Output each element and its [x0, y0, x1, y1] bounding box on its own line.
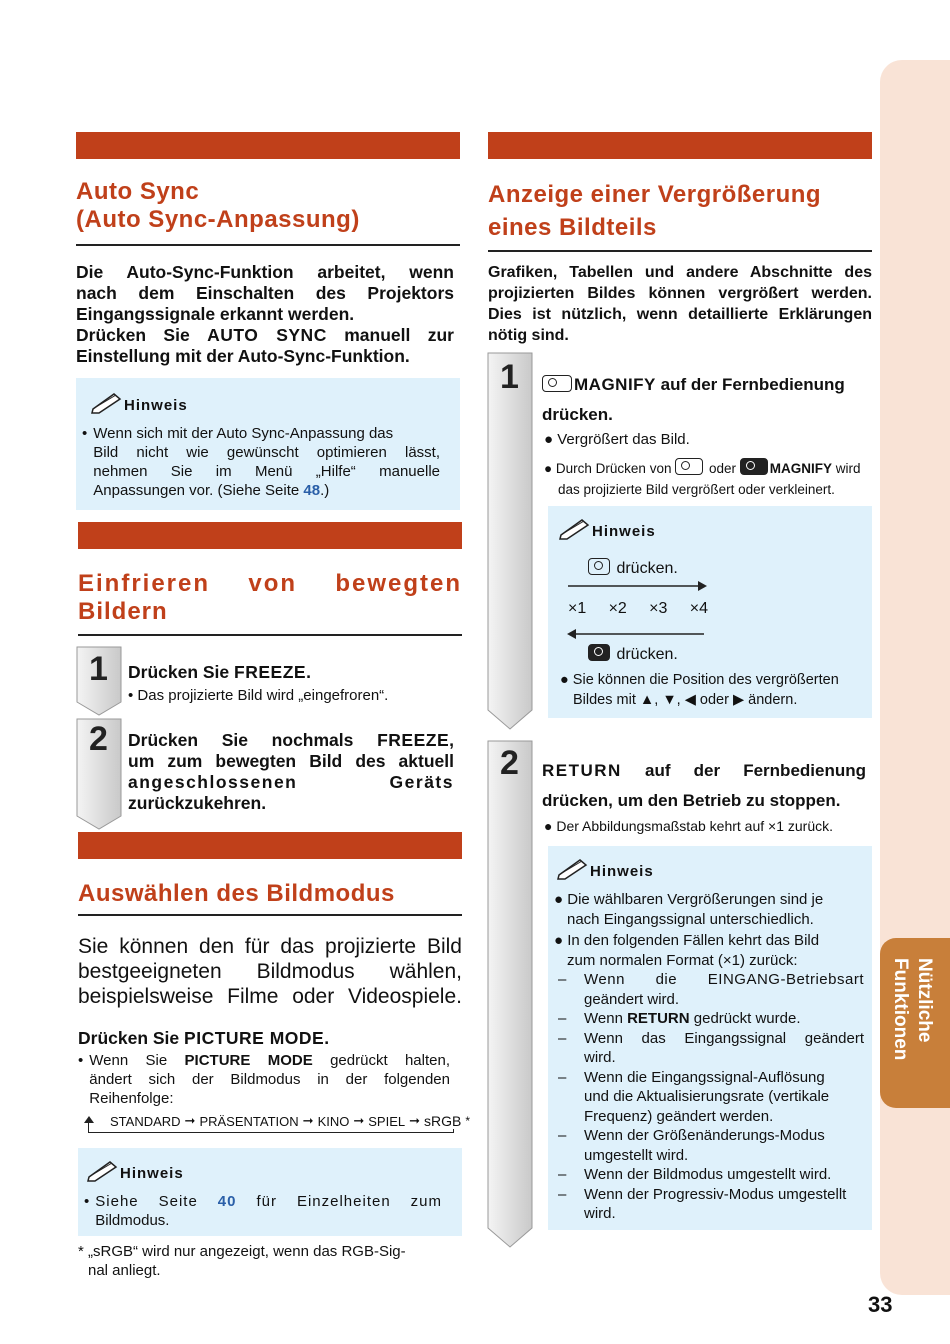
arrow-left-line [566, 628, 706, 640]
mode-praesentation: PRÄSENTATION [199, 1113, 299, 1129]
magnify-note-1: Hinweis drücken. ×1 ×2 ×3 ×4 drücken. ● Sie können die Position des vergrößerten Bildes mit ▲, ▼, ◀ oder ▶ ändern. [548, 506, 872, 718]
picture-mode-bullet: • Wenn Sie PICTURE MODE gedrückt halten, ändert sich der Bildmodus in der folgenden Reihenfolge: [78, 1052, 450, 1107]
mode-asterisk: * [465, 1114, 471, 1128]
freeze-step-1-bullet: • Das projizierte Bild wird „eingefroren“. [128, 687, 389, 704]
arrow-down-icon: ▼ [662, 692, 677, 708]
section-bar-picture-mode [78, 832, 462, 859]
arrow-right-icon: ▶ [732, 692, 745, 708]
divider [78, 634, 462, 636]
magnify-icon [675, 458, 703, 475]
page-number: 33 [868, 1292, 893, 1317]
pencil-icon [90, 390, 124, 414]
note-title: Hinweis [124, 397, 188, 414]
picture-mode-note: Hinweis • Siehe Seite 40 für Einzelheiten zum Bildmodus. [78, 1148, 462, 1236]
step-1-number: 1 [89, 650, 108, 688]
note-title: Hinweis [590, 863, 654, 880]
magnify-step-1-bullet-2: ● Durch Drücken von oder MAGNIFY wird das projizierte Bild vergrößert oder verkleinert. [544, 458, 861, 500]
step-1-marker [487, 352, 533, 730]
arrow-left-icon: ◀ [684, 692, 696, 708]
mode-spiel: SPIEL [368, 1113, 406, 1129]
step-1-number: 1 [500, 358, 519, 396]
section-bar-magnify [488, 132, 872, 159]
footnote: * „sRGB“ wird nur angezeigt, wenn das RGB-Sig- nal anliegt. [78, 1243, 406, 1279]
arrow-right-line [568, 580, 708, 592]
mode-sequence: STANDARD ➞ PRÄSENTATION ➞ KINO ➞ SPIEL ➞ sRGB * [88, 1110, 454, 1134]
picture-mode-instruction: Drücken Sie PICTURE MODE. [78, 1028, 330, 1048]
page-link-40[interactable]: 40 [217, 1193, 237, 1210]
auto-sync-key: AUTO SYNC [207, 325, 327, 345]
magnify-icon [588, 558, 610, 575]
section-bar-auto-sync [76, 132, 460, 159]
side-tab-line1: Nützliche [914, 958, 935, 1043]
picture-mode-key: PICTURE MODE [184, 1028, 325, 1048]
magnify-step-1: MAGNIFY auf der Fernbedienung drücken. [542, 375, 845, 424]
section-bar-freeze [78, 522, 462, 549]
mode-standard: STANDARD [110, 1113, 181, 1129]
pencil-icon [556, 856, 590, 880]
magnify-step-2-bullet: ● Der Abbildungsmaßstab kehrt auf ×1 zurück. [544, 818, 834, 834]
section-tab-nuetzliche-funktionen[interactable] [880, 938, 950, 1108]
mode-srgb: sRGB [424, 1113, 462, 1129]
auto-sync-body: Die Auto-Sync-Funktion arbeitet, wenn nach dem Einschalten des Projektors Eingangssignale erkannt werden. Drücken Sie AUTO SYNC manuell zur Einstellung mit der Auto-Sync-Funktion. [76, 262, 454, 366]
page-link-48[interactable]: 48 [303, 482, 321, 499]
magnify-icon [542, 375, 572, 392]
auto-sync-title: Auto Sync (Auto Sync-Anpassung) [76, 178, 360, 233]
freeze-title: Einfrieren von bewegten Bildern [78, 570, 462, 625]
magnify-step-2: RETURN auf der Fernbedienung drücken, um den Betrieb zu stoppen. [542, 761, 866, 810]
freeze-step-2: Drücken Sie nochmals FREEZE, um zum bewegten Bild des aktuell angeschlossenen Geräts zurückzukehren. [128, 730, 454, 813]
auto-sync-note: Hinweis • Wenn sich mit der Auto Sync-Anpassung das Bild nicht wie gewünscht optimieren lässt, nehmen Sie im Menü „Hilfe“ manuelle Anpassungen vor. (Siehe Seite 48.) [76, 378, 460, 510]
magnify-note-2: Hinweis ● Die wählbaren Vergrößerungen sind je nach Eingangssignal unterschiedlich. ● In den folgenden Fällen kehrt das Bild zum normalen Format (×1) zurück: – Wenn die EINGANG-Betriebsart geändert wird. – Wenn RETURN gedrückt wurde. – Wenn das Eingangssignal geändert wird. – Wenn die Eingangssignal-Auflösung und die Aktualisierungsrate (vertikale Frequenz) geändert werden. – Wenn der Größenänderungs-Modus umgestellt wird. – Wenn der Bildmodus umgestellt wird. – Wenn der Progressiv-Modus umgestellt wird. [548, 846, 872, 1230]
magnify-dark-icon [588, 644, 610, 661]
mode-kino: KINO [317, 1113, 350, 1129]
arrow-up-icon: ▲ [639, 692, 655, 708]
freeze-key: FREEZE [234, 662, 307, 682]
magnify-dark-icon [740, 458, 768, 475]
return-key: RETURN [542, 761, 622, 780]
magnify-title: Anzeige einer Vergrößerung eines Bildteils [488, 181, 822, 241]
note-title: Hinweis [592, 523, 656, 540]
magnify-key: MAGNIFY [574, 375, 656, 394]
magnify-step-1-bullet-1: ● Vergrößert das Bild. [544, 431, 690, 448]
step-2-marker [487, 740, 533, 1248]
step-2-number: 2 [500, 744, 519, 782]
zoom-scale: ×1 ×2 ×3 ×4 [568, 600, 708, 617]
pencil-icon [86, 1158, 120, 1182]
picture-mode-intro: Sie können den für das projizierte Bild bestgeeigneten Bildmodus wählen, beispielsweise Filme oder Videospiele. [78, 935, 462, 1008]
freeze-step-1: Drücken Sie FREEZE. [128, 662, 311, 682]
pencil-icon [558, 516, 592, 540]
divider [76, 244, 460, 246]
magnify-lead: Grafiken, Tabellen und andere Abschnitte des projizierten Bildes können vergrößert werden. Dies ist nützlich, wenn detaillierte Erklärungen nötig sind. [488, 264, 872, 344]
picture-mode-title: Auswählen des Bildmodus [78, 880, 395, 907]
divider [488, 250, 872, 252]
note-title: Hinweis [120, 1165, 184, 1182]
side-tab-line2: Funktionen [890, 958, 911, 1061]
side-tab-background [880, 60, 950, 1295]
divider [78, 914, 462, 916]
step-2-number: 2 [89, 720, 108, 758]
